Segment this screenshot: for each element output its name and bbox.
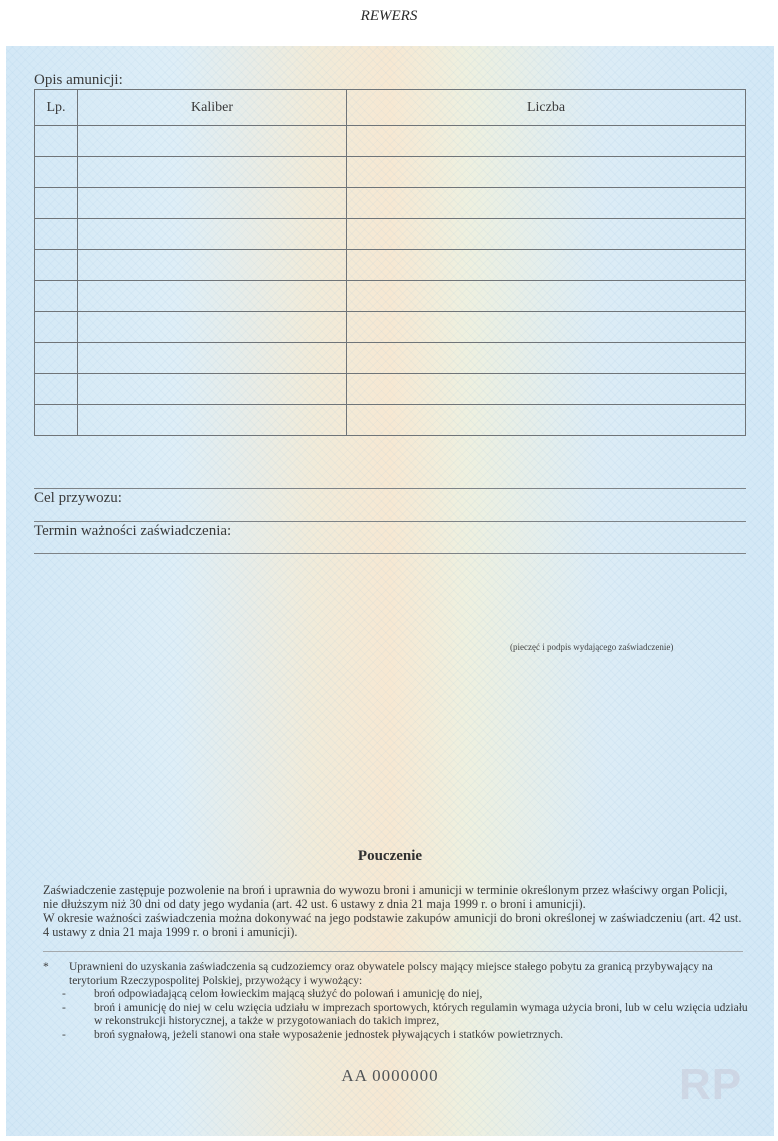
lp-cell[interactable] (35, 281, 78, 312)
lp-cell[interactable] (35, 219, 78, 250)
bullet-item (43, 1002, 748, 1029)
caliber-cell[interactable] (78, 374, 347, 405)
caliber-cell[interactable] (78, 126, 347, 157)
purpose-label: Cel przywozu: (34, 490, 122, 506)
stamp-caption: (pieczęć i podpis wydającego zaświadczenie) (510, 642, 674, 652)
caliber-cell[interactable] (78, 405, 347, 436)
ammo-table (34, 89, 746, 436)
bullet-text: broń odpowiadającą celom łowieckim mającą służyć do polowań i amunicję do niej, (94, 988, 483, 1000)
ammo-table-row (35, 281, 746, 312)
bullet-text: broń i amunicję do niej w celu wzięcia udziału w imprezach sportowych, których regulamin wymaga użycia broni, lub w celu wzięcia udziału w rekonstrukcji historycznej, a także w przygotowaniach do takich imprez, (94, 1001, 748, 1027)
quantity-cell[interactable] (347, 374, 746, 405)
serial-number: AA 0000000 (341, 1066, 439, 1085)
quantity-cell[interactable] (347, 250, 746, 281)
bullet-text: broń sygnałową, jeżeli stanowi ona stałe wyposażenie jednostek pływających i statków powietrznych. (94, 1028, 564, 1041)
lp-cell[interactable] (35, 374, 78, 405)
ammo-table-row (35, 157, 746, 188)
lp-cell[interactable] (35, 312, 78, 343)
instruction-paragraph-1: Zaświadczenie zastępuje pozwolenie na broń i uprawnia do wywozu broni i amunicji w terminie określonym przez właściwy organ Policji, nie dłuższym niż 30 dni od daty jego wydania (art. 42 ust. 6 ustawy z dnia 21 maja 1999 r. o broni i amunicji). (43, 883, 728, 911)
caliber-cell[interactable] (78, 188, 347, 219)
ammo-table-row (35, 219, 746, 250)
caliber-cell[interactable] (78, 343, 347, 374)
ammo-table-row (35, 343, 746, 374)
lp-cell[interactable] (35, 405, 78, 436)
lp-cell[interactable] (35, 126, 78, 157)
quantity-cell[interactable] (347, 188, 746, 219)
bullet-dash: - (62, 1028, 66, 1041)
footnote (43, 961, 748, 1042)
ammo-table-row (35, 374, 746, 405)
validity-label: Termin ważności zaświadczenia: (34, 523, 232, 539)
rp-watermark: RP (679, 1060, 743, 1109)
caliber-cell[interactable] (78, 281, 347, 312)
quantity-cell[interactable] (347, 281, 746, 312)
ruled-line (34, 488, 746, 489)
bullet-dash: - (62, 1001, 66, 1014)
ammo-table-row (35, 405, 746, 436)
quantity-cell[interactable] (347, 405, 746, 436)
bullet-item (43, 988, 748, 1002)
quantity-cell[interactable] (347, 343, 746, 374)
ammo-table-row (35, 312, 746, 343)
column-header-caliber: Kaliber (78, 90, 347, 126)
caliber-cell[interactable] (78, 157, 347, 188)
caliber-cell[interactable] (78, 219, 347, 250)
quantity-cell[interactable] (347, 157, 746, 188)
separator-line (43, 951, 743, 952)
ammo-section-label: Opis amunicji: (34, 72, 123, 88)
footnote-row (43, 961, 748, 988)
caliber-cell[interactable] (78, 250, 347, 281)
bullet-dash: - (62, 988, 66, 1000)
bullet-item (43, 1029, 748, 1043)
quantity-cell[interactable] (347, 312, 746, 343)
footnote-asterisk: * (43, 961, 49, 973)
footnote-text: Uprawnieni do uzyskania zaświadczenia są cudzoziemcy oraz obywatele polscy mający miejsce stałego pobytu za granicą przybywający na terytorium Rzeczypospolitej Polskiej, przywożący i wywożący: (69, 961, 713, 987)
purpose-entry-line[interactable] (34, 521, 746, 522)
page-header: REWERS (360, 8, 418, 24)
lp-cell[interactable] (35, 250, 78, 281)
caliber-cell[interactable] (78, 312, 347, 343)
lp-cell[interactable] (35, 157, 78, 188)
lp-cell[interactable] (35, 343, 78, 374)
instruction-paragraph-2: W okresie ważności zaświadczenia można dokonywać na jego podstawie zakupów amunicji do broni określonej w zaświadczeniu (art. 42 ust. 4 ustawy z dnia 21 maja 1999 r. o broni i amunicji). (43, 911, 742, 939)
lp-cell[interactable] (35, 188, 78, 219)
column-header-quantity: Liczba (347, 90, 746, 126)
ammo-table-row (35, 188, 746, 219)
ammo-table-row (35, 126, 746, 157)
quantity-cell[interactable] (347, 219, 746, 250)
quantity-cell[interactable] (347, 126, 746, 157)
ammo-table-header-row (35, 90, 746, 126)
column-header-lp: Lp. (35, 90, 78, 126)
validity-entry-line[interactable] (34, 553, 746, 554)
instruction-title: Pouczenie (357, 848, 423, 864)
ammo-table-row (35, 250, 746, 281)
document-sheet (6, 46, 774, 1136)
